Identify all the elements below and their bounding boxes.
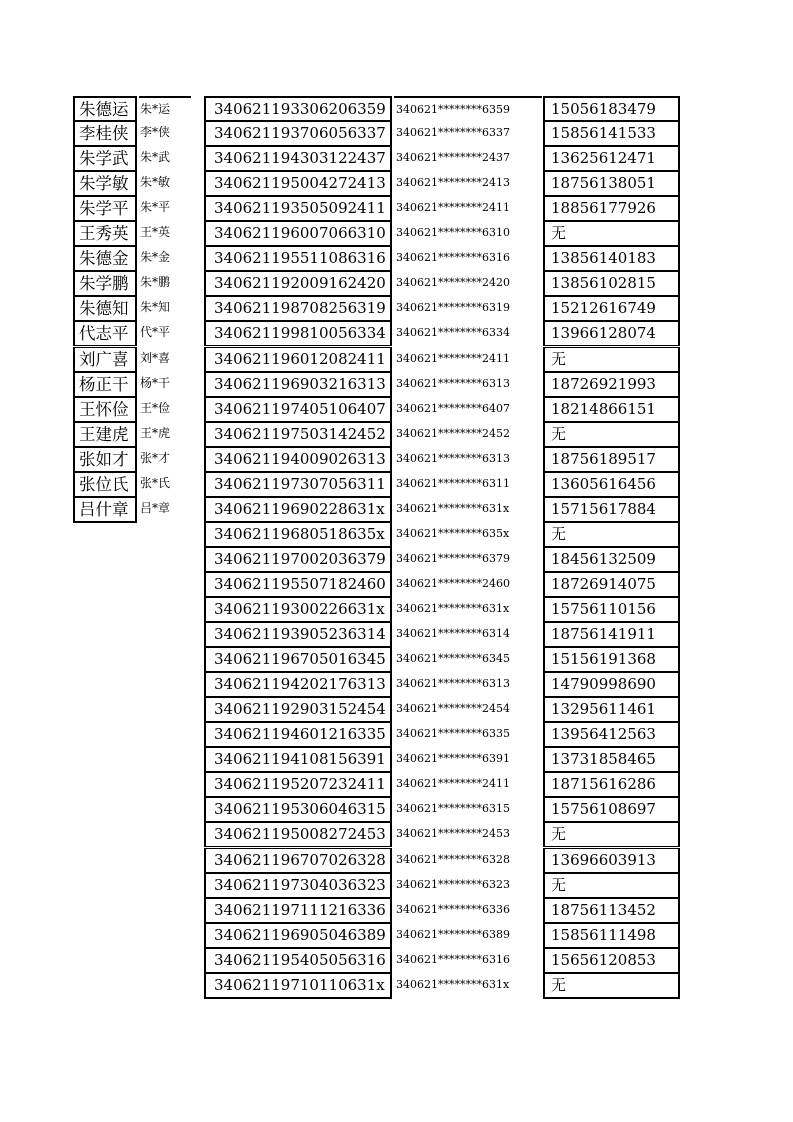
- id-number-cell: 340621197405106407: [204, 397, 392, 422]
- phone-cell: 18726914075: [543, 572, 680, 597]
- phone-cell: 13295611461: [543, 697, 680, 722]
- phone-cell: 无: [543, 873, 680, 898]
- masked-id-cell: 340621********2420: [396, 276, 510, 290]
- id-number-cell: 340621197111216336: [204, 898, 392, 923]
- phone-cell: 15715617884: [543, 497, 680, 522]
- masked-id-cell: 340621********2411: [396, 351, 510, 365]
- id-number-cell: 340621197304036323: [204, 873, 392, 898]
- phone-cell: 18756138051: [543, 171, 680, 196]
- masked-id-cell: 340621********6391: [396, 752, 510, 766]
- id-number-cell: 340621196905046389: [204, 923, 392, 948]
- phone-cell: 无: [543, 422, 680, 447]
- phone-cell: 18756141911: [543, 622, 680, 647]
- id-number-cell: 340621196903216313: [204, 372, 392, 397]
- masked-id-cell: 340621********631x: [396, 602, 510, 615]
- phone-cell: 18756189517: [543, 447, 680, 472]
- masked-id-cell: 340621********2452: [396, 426, 510, 440]
- masked-name-cell: 李*侠: [140, 125, 171, 140]
- masked-id-cell: 340621********6328: [396, 852, 510, 866]
- phone-cell: 13966128074: [543, 321, 680, 346]
- masked-name-cell: 杨*干: [140, 375, 171, 390]
- masked-id-cell: 340621********2453: [396, 827, 510, 841]
- masked-id-cell: 340621********6310: [396, 226, 510, 240]
- name-cell: 朱学鹏: [73, 271, 137, 296]
- name-cell: 王怀俭: [73, 397, 137, 422]
- id-number-cell: 340621195207232411: [204, 772, 392, 797]
- masked-id-cell: 340621********2454: [396, 702, 510, 716]
- id-number-cell: 340621195004272413: [204, 171, 392, 196]
- id-number-cell: 340621195507182460: [204, 572, 392, 597]
- masked-name-cell: 王*英: [140, 225, 171, 240]
- id-number-cell: 34062119710110631x: [204, 973, 392, 999]
- phone-cell: 18214866151: [543, 397, 680, 422]
- phone-cell: 14790998690: [543, 672, 680, 697]
- id-number-cell: 340621195008272453: [204, 822, 392, 847]
- masked-id-cell: 340621********2437: [396, 151, 510, 165]
- name-cell: 朱学武: [73, 146, 137, 171]
- phone-cell: 18715616286: [543, 772, 680, 797]
- id-number-cell: 340621197002036379: [204, 547, 392, 572]
- phone-cell: 15756108697: [543, 797, 680, 822]
- id-number-cell: 340621192903152454: [204, 697, 392, 722]
- masked-id-cell: 340621********6315: [396, 802, 510, 816]
- id-number-cell: 340621194202176313: [204, 672, 392, 697]
- name-cell: 张如才: [73, 447, 137, 472]
- masked-id-cell: 340621********6345: [396, 652, 510, 666]
- id-number-cell: 340621196705016345: [204, 647, 392, 672]
- masked-id-cell: 340621********6334: [396, 326, 510, 340]
- id-number-cell: 340621193706056337: [204, 121, 392, 146]
- phone-cell: 13605616456: [543, 472, 680, 497]
- name-cell: 李桂侠: [73, 121, 137, 146]
- name-cell: 代志平: [73, 321, 137, 346]
- masked-name-cell: 王*俭: [140, 400, 171, 415]
- phone-cell: 13856140183: [543, 246, 680, 271]
- phone-cell: 无: [543, 973, 680, 999]
- masked-id-cell: 340621********6313: [396, 376, 510, 390]
- id-number-cell: 340621193905236314: [204, 622, 392, 647]
- masked-id-cell: 340621********6335: [396, 727, 510, 741]
- phone-cell: 18456132509: [543, 547, 680, 572]
- masked-id-cell: 340621********6313: [396, 677, 510, 691]
- masked-id-cell: 340621********6359: [394, 96, 542, 121]
- phone-cell: 18726921993: [543, 372, 680, 397]
- phone-cell: 无: [543, 221, 680, 246]
- masked-id-cell: 340621********6323: [396, 877, 510, 891]
- id-number-cell: 340621197307056311: [204, 472, 392, 497]
- id-number-cell: 340621194601216335: [204, 722, 392, 747]
- masked-id-cell: 340621********6316: [396, 952, 510, 966]
- masked-id-cell: 340621********2411: [396, 201, 510, 215]
- masked-id-cell: 340621********6389: [396, 927, 510, 941]
- masked-name-cell: 朱*金: [140, 250, 171, 265]
- id-number-cell: 340621195306046315: [204, 797, 392, 822]
- id-number-cell: 340621195511086316: [204, 246, 392, 271]
- phone-cell: 13956412563: [543, 722, 680, 747]
- name-cell: 王建虎: [73, 422, 137, 447]
- masked-id-cell: 340621********6311: [396, 476, 510, 490]
- name-cell: 张位氏: [73, 472, 137, 497]
- phone-cell: 18756113452: [543, 898, 680, 923]
- id-number-cell: 340621196012082411: [204, 347, 392, 372]
- id-number-cell: 34062119690228631x: [204, 497, 392, 522]
- masked-id-cell: 340621********2413: [396, 176, 510, 190]
- masked-id-cell: 340621********6319: [396, 301, 510, 315]
- id-number-cell: 34062119300226631x: [204, 597, 392, 622]
- phone-cell: 15656120853: [543, 948, 680, 973]
- masked-id-cell: 340621********2411: [396, 777, 510, 791]
- id-number-cell: 340621197503142452: [204, 422, 392, 447]
- phone-cell: 15056183479: [543, 96, 680, 121]
- phone-cell: 13731858465: [543, 747, 680, 772]
- id-number-cell: 34062119680518635x: [204, 522, 392, 547]
- masked-id-cell: 340621********6336: [396, 902, 510, 916]
- masked-id-cell: 340621********631x: [396, 977, 510, 991]
- id-number-cell: 340621196707026328: [204, 848, 392, 873]
- masked-id-cell: 340621********6379: [396, 551, 510, 565]
- masked-name-cell: 代*平: [140, 325, 171, 340]
- phone-cell: 15856141533: [543, 121, 680, 146]
- masked-name-cell: 张*才: [140, 450, 171, 465]
- id-number-cell: 340621193505092411: [204, 196, 392, 221]
- phone-cell: 15156191368: [543, 647, 680, 672]
- name-cell: 吕什章: [73, 497, 137, 523]
- masked-id-cell: 340621********6337: [396, 126, 510, 140]
- name-cell: 刘广喜: [73, 347, 137, 372]
- masked-id-cell: 340621********6316: [396, 251, 510, 265]
- id-number-cell: 340621194009026313: [204, 447, 392, 472]
- masked-id-cell: 340621********2460: [396, 576, 510, 590]
- phone-cell: 无: [543, 822, 680, 847]
- masked-id-cell: 340621********6407: [396, 401, 510, 415]
- masked-id-cell: 340621********6313: [396, 451, 510, 465]
- masked-id-cell: 340621********631x: [396, 501, 510, 515]
- name-cell: 朱学平: [73, 196, 137, 221]
- id-number-cell: 340621198708256319: [204, 296, 392, 321]
- phone-cell: 无: [543, 347, 680, 372]
- masked-name-cell: 朱*敏: [140, 175, 171, 190]
- masked-name-cell: 张*氏: [140, 475, 171, 490]
- phone-cell: 无: [543, 522, 680, 547]
- masked-name-cell: 朱*平: [140, 200, 171, 215]
- id-number-cell: 340621196007066310: [204, 221, 392, 246]
- id-number-cell: 340621194303122437: [204, 146, 392, 171]
- id-number-cell: 340621192009162420: [204, 271, 392, 296]
- masked-name-cell: 朱*知: [140, 300, 171, 315]
- id-number-cell: 340621193306206359: [204, 96, 392, 121]
- name-cell: 王秀英: [73, 221, 137, 246]
- phone-cell: 15856111498: [543, 923, 680, 948]
- id-number-cell: 340621199810056334: [204, 321, 392, 346]
- phone-cell: 18856177926: [543, 196, 680, 221]
- name-cell: 朱学敏: [73, 171, 137, 196]
- name-cell: 朱德运: [73, 96, 137, 121]
- id-number-cell: 340621194108156391: [204, 747, 392, 772]
- masked-name-cell: 刘*喜: [140, 350, 171, 365]
- name-cell: 朱德知: [73, 296, 137, 321]
- masked-id-cell: 340621********6314: [396, 627, 510, 641]
- masked-id-cell: 340621********635x: [396, 526, 510, 540]
- name-cell: 朱德金: [73, 246, 137, 271]
- name-cell: 杨正干: [73, 372, 137, 397]
- phone-cell: 13625612471: [543, 146, 680, 171]
- phone-cell: 15212616749: [543, 296, 680, 321]
- masked-name-cell: 吕*章: [140, 500, 171, 515]
- masked-name-cell: 朱*武: [140, 150, 171, 165]
- masked-name-cell: 朱*运: [139, 96, 191, 121]
- masked-name-cell: 王*虎: [140, 425, 171, 440]
- phone-cell: 13696603913: [543, 848, 680, 873]
- phone-cell: 13856102815: [543, 271, 680, 296]
- id-number-cell: 340621195405056316: [204, 948, 392, 973]
- phone-cell: 15756110156: [543, 597, 680, 622]
- masked-name-cell: 朱*鹏: [140, 275, 171, 290]
